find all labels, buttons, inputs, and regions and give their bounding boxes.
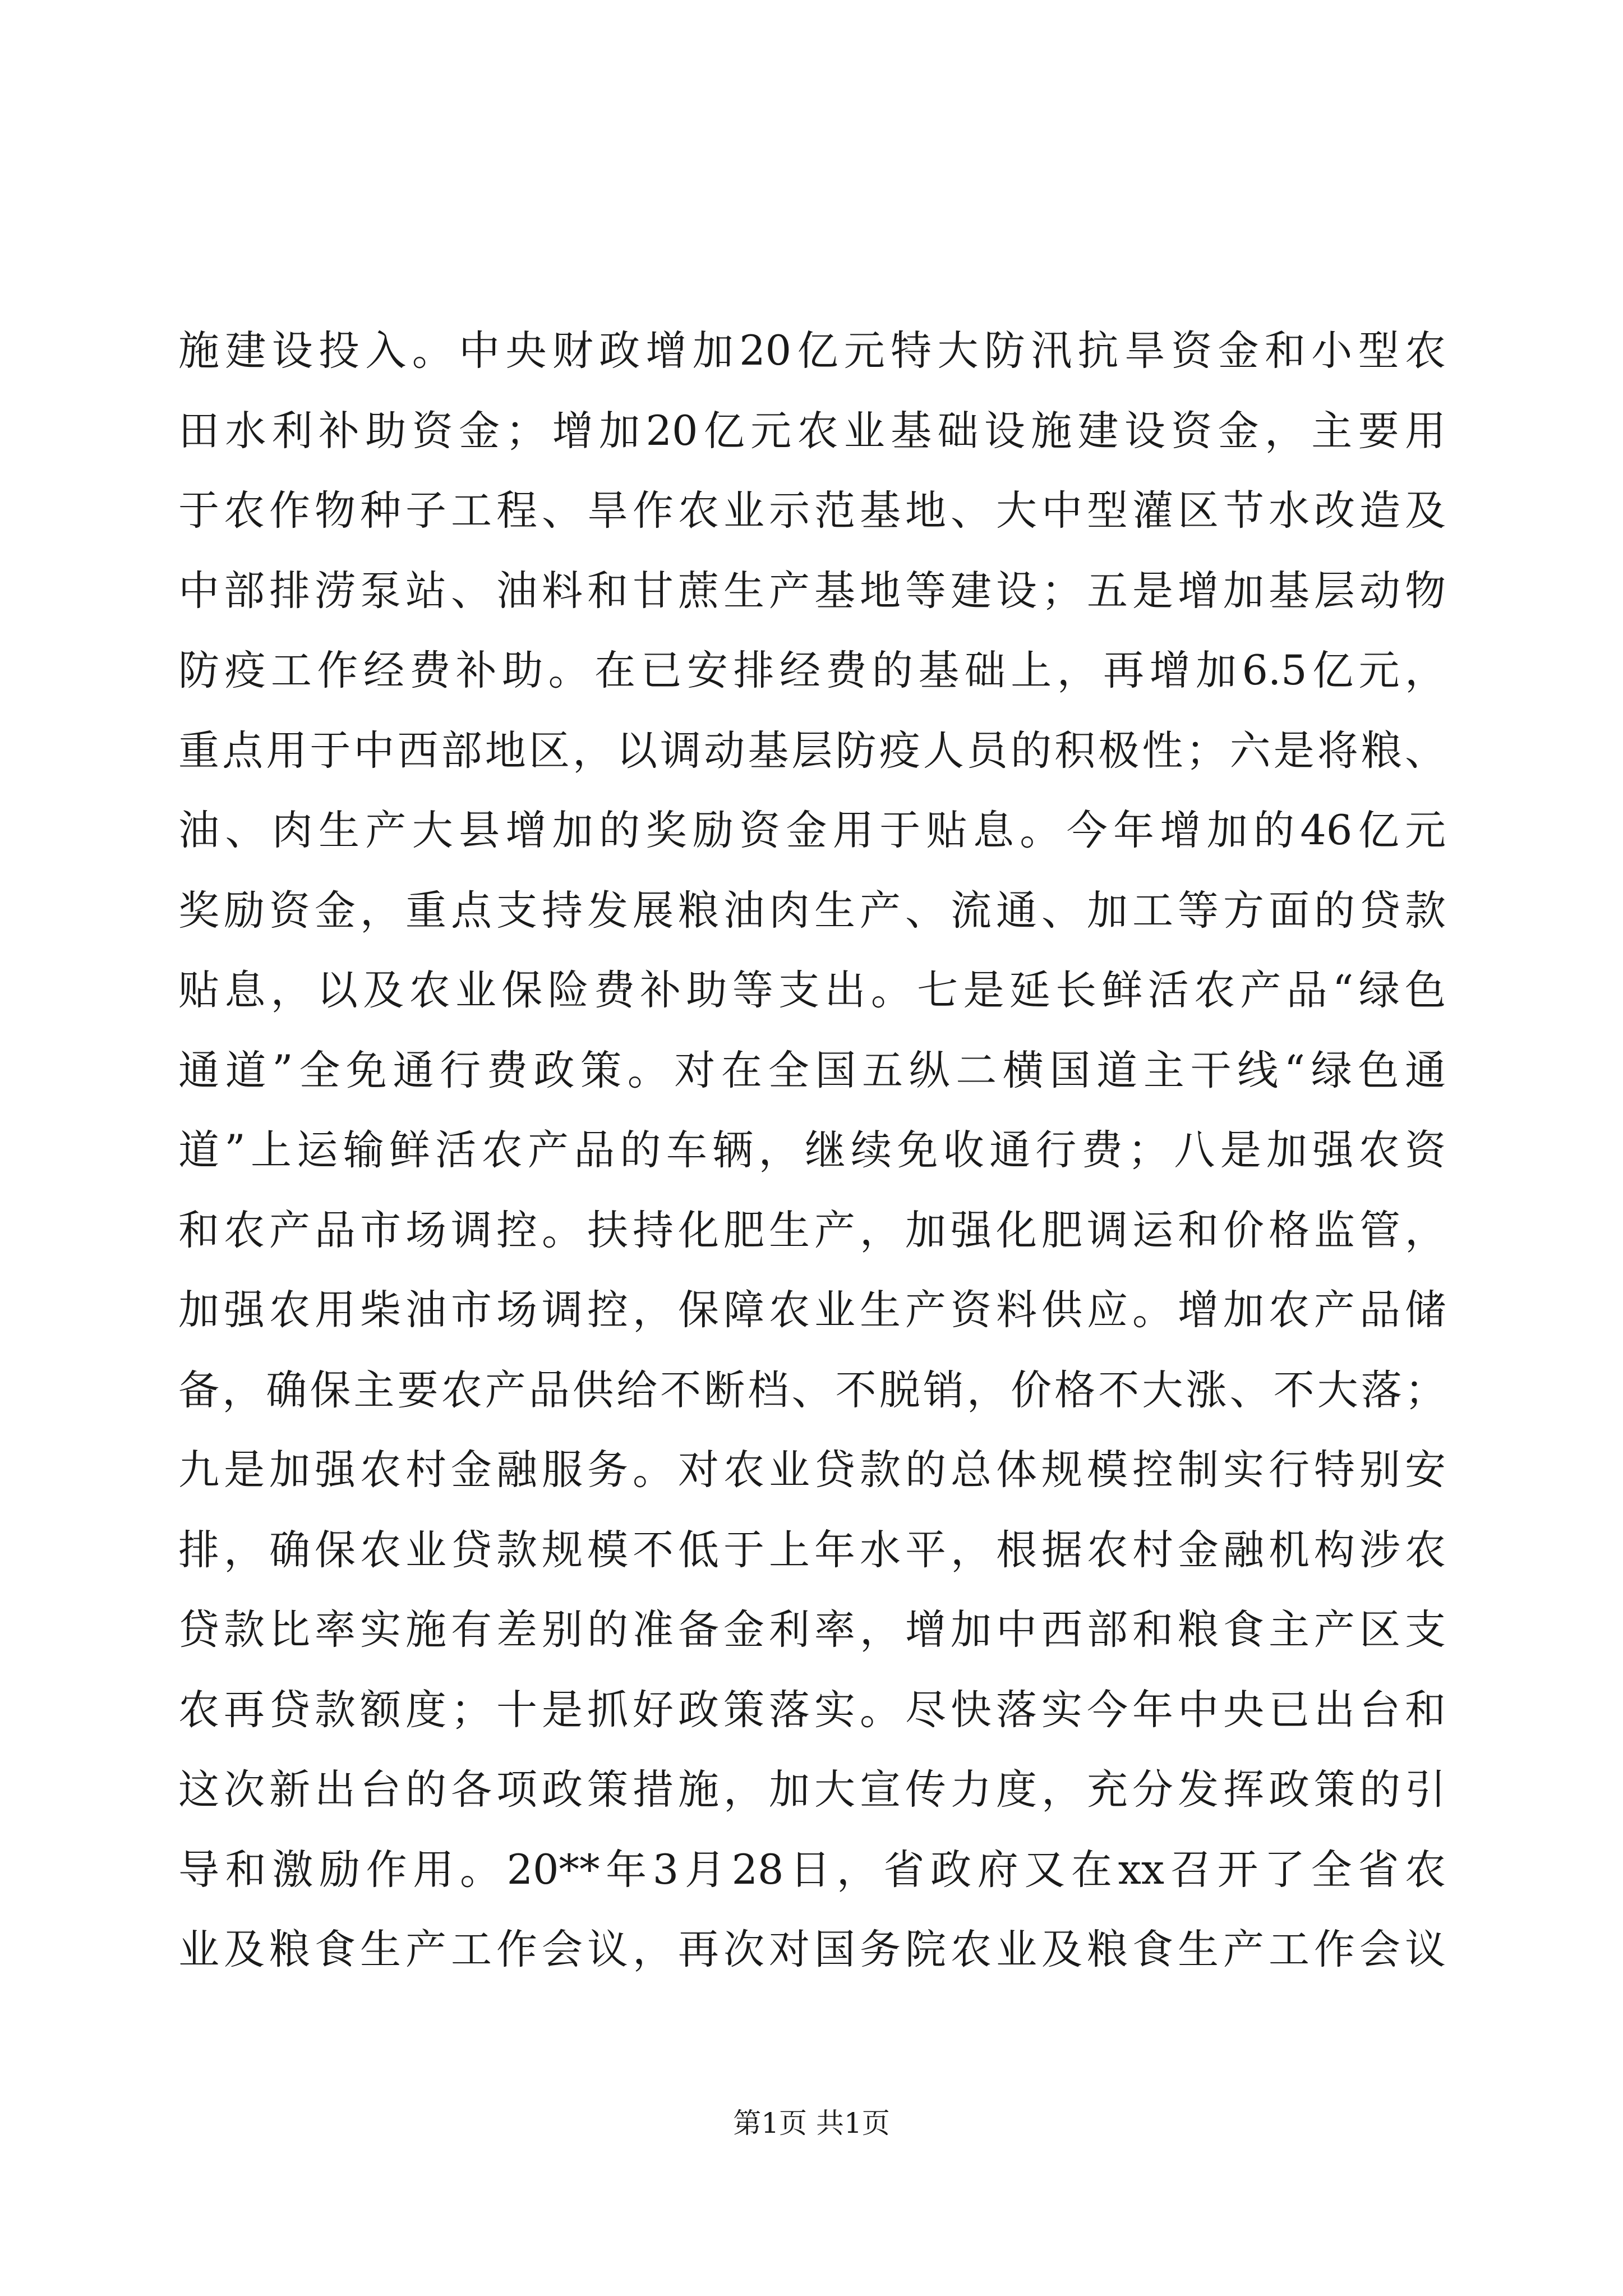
text-line: 业及粮食生产工作会议，再次对国务院农业及粮食生产工作会议 [178, 1926, 1446, 1973]
text-line: 重点用于中西部地区，以调动基层防疫人员的积极性；六是将粮、 [178, 726, 1446, 775]
text-line: 田水利补助资金；增加20亿元农业基础设施建设资金，主要用 [178, 407, 1446, 455]
text-line: 九是加强农村金融服务。对农业贷款的总体规模控制实行特别安 [178, 1446, 1446, 1494]
page-footer: 第1页 共1页 [733, 2107, 890, 2139]
text-line: 导和激励作用。20**年3月28日，省政府又在xx召开了全省农 [178, 1846, 1446, 1894]
text-line: 备，确保主要农产品供给不断档、不脱销，价格不大涨、不大落； [178, 1366, 1446, 1414]
text-line: 贴息，以及农业保险费补助等支出。七是延长鲜活农产品“绿色 [178, 967, 1446, 1014]
text-line: 施建设投入。中央财政增加20亿元特大防汛抗旱资金和小型农 [178, 327, 1446, 375]
text-line: 农再贷款额度；十是抓好政策落实。尽快落实今年中央已出台和 [178, 1686, 1446, 1734]
text-line: 奖励资金，重点支持发展粮油肉生产、流通、加工等方面的贷款 [178, 886, 1446, 935]
text-line: 中部排涝泵站、油料和甘蔗生产基地等建设；五是增加基层动物 [178, 567, 1446, 615]
text-line: 于农作物种子工程、旱作农业示范基地、大中型灌区节水改造及 [178, 487, 1446, 535]
text-line: 和农产品市场调控。扶持化肥生产，加强化肥调运和价格监管， [178, 1206, 1446, 1254]
text-line: 油、肉生产大县增加的奖励资金用于贴息。今年增加的46亿元 [178, 807, 1446, 854]
text-line: 贷款比率实施有差别的准备金利率，增加中西部和粮食主产区支 [178, 1606, 1446, 1654]
text-line: 道”上运输鲜活农产品的车辆，继续免收通行费；八是加强农资 [178, 1126, 1446, 1174]
text-line: 加强农用柴油市场调控，保障农业生产资料供应。增加农产品储 [178, 1286, 1446, 1334]
text-line: 这次新出台的各项政策措施，加大宣传力度，充分发挥政策的引 [178, 1766, 1446, 1814]
text-line: 通道”全免通行费政策。对在全国五纵二横国道主干线“绿色通 [178, 1046, 1446, 1094]
body-paragraph [178, 311, 1446, 1990]
text-line: 防疫工作经费补助。在已安排经费的基础上，再增加6.5亿元， [178, 647, 1446, 694]
text-line: 排，确保农业贷款规模不低于上年水平，根据农村金融机构涉农 [178, 1526, 1446, 1574]
